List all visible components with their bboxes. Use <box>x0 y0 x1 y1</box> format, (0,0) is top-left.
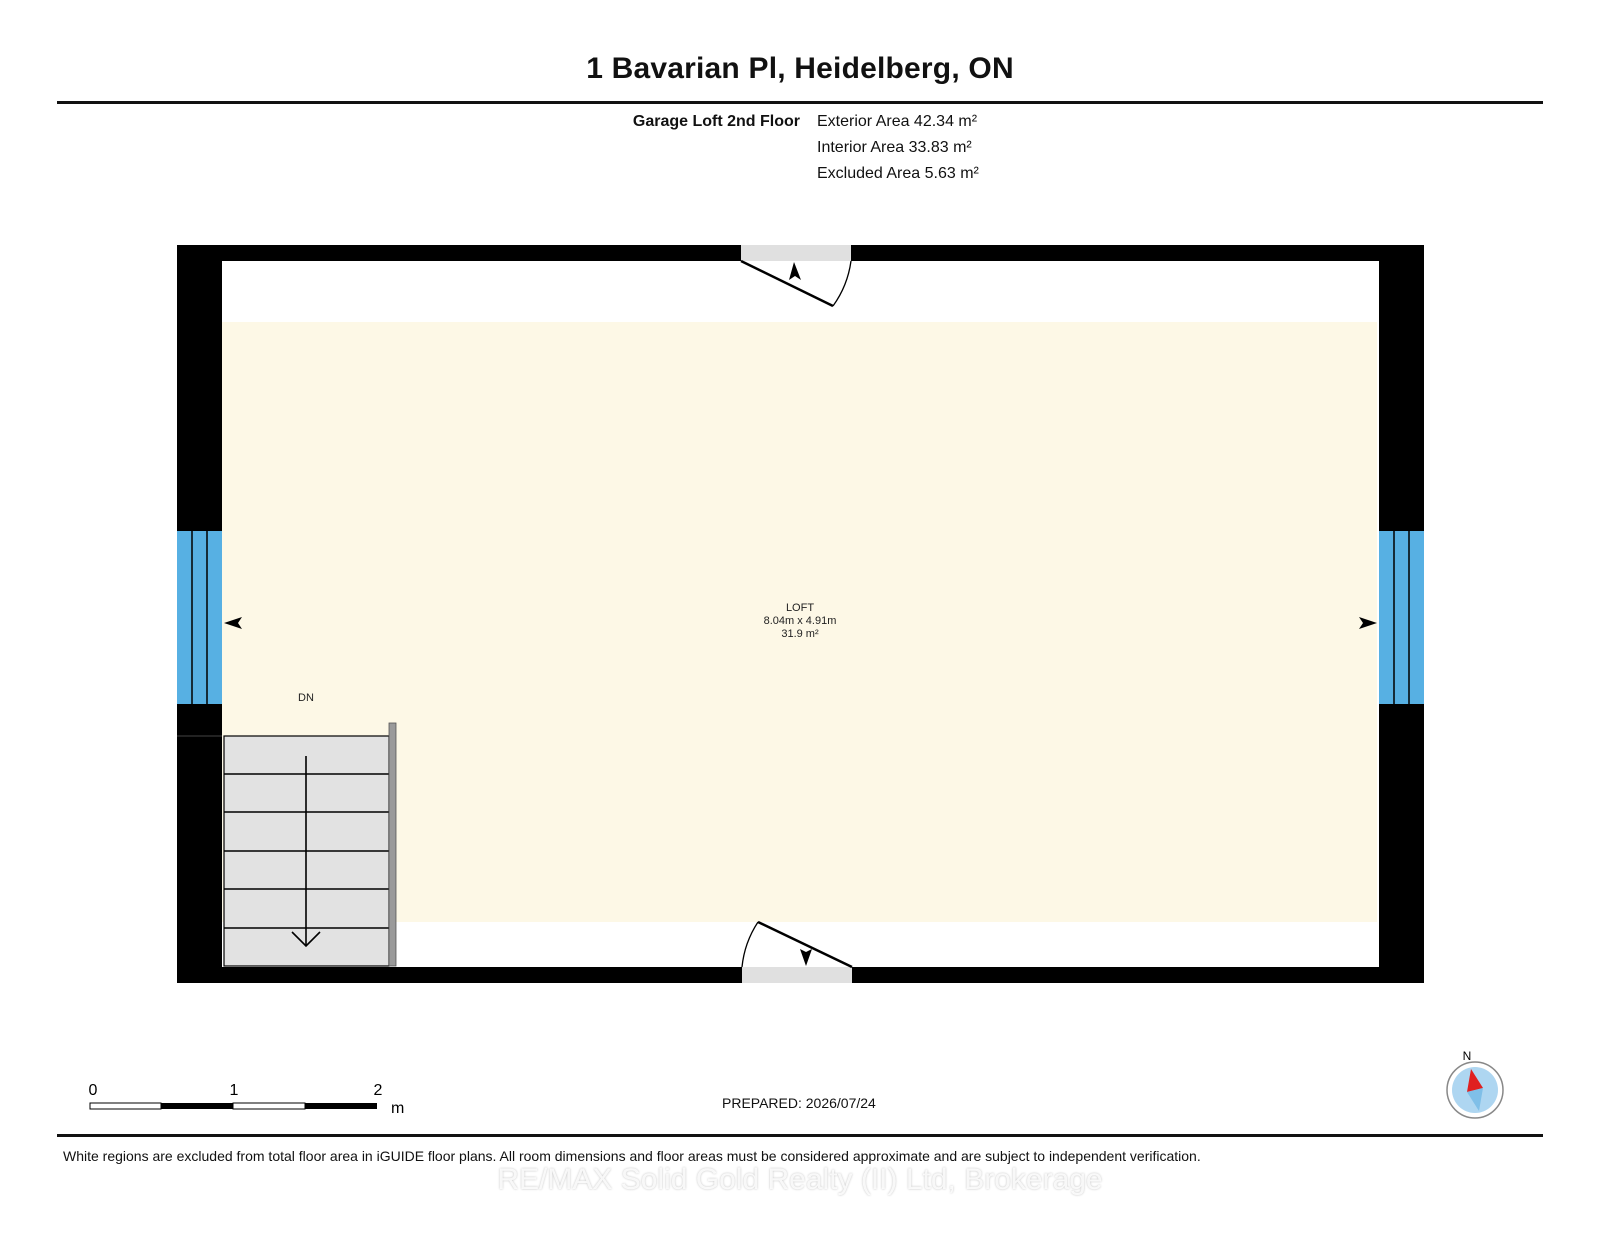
compass-icon <box>1447 1049 1503 1118</box>
scale-tick-2: 2 <box>373 1082 383 1099</box>
exterior-area: Exterior Area 42.34 m² <box>817 113 978 130</box>
plan-title: 1 Bavarian Pl, Heidelberg, ON <box>586 52 1014 85</box>
room-name: LOFT <box>785 602 815 614</box>
floor-label: Garage Loft 2nd Floor <box>632 113 800 130</box>
room-area: 31.9 m² <box>781 628 819 640</box>
right-window <box>1379 531 1424 704</box>
room-dimensions: 8.04m x 4.91m <box>763 615 837 627</box>
excluded-area: Excluded Area 5.63 m² <box>817 165 979 182</box>
brokerage-watermark: RE/MAX Solid Gold Realty (II) Ltd, Brokerage <box>497 1163 1103 1196</box>
stair-label: DN <box>298 692 314 704</box>
stair-railing <box>389 723 396 966</box>
bottom-door-threshold <box>742 967 852 983</box>
left-window <box>177 531 222 704</box>
interior-area: Interior Area 33.83 m² <box>817 139 972 156</box>
footer-rule <box>57 1134 1543 1137</box>
top-door-threshold <box>741 245 851 261</box>
scale-unit: m <box>391 1100 405 1117</box>
compass-label: N <box>1462 1049 1472 1063</box>
prepared-date: PREPARED: 2026/07/24 <box>722 1095 876 1111</box>
scale-tick-0: 0 <box>88 1082 98 1099</box>
scale-tick-1: 1 <box>229 1082 239 1099</box>
scale-bar <box>89 1082 405 1117</box>
disclaimer: White regions are excluded from total floor area in iGUIDE floor plans. All room dimensions and floor areas must be considered approximate and are subject to independent verification. <box>63 1148 1201 1164</box>
